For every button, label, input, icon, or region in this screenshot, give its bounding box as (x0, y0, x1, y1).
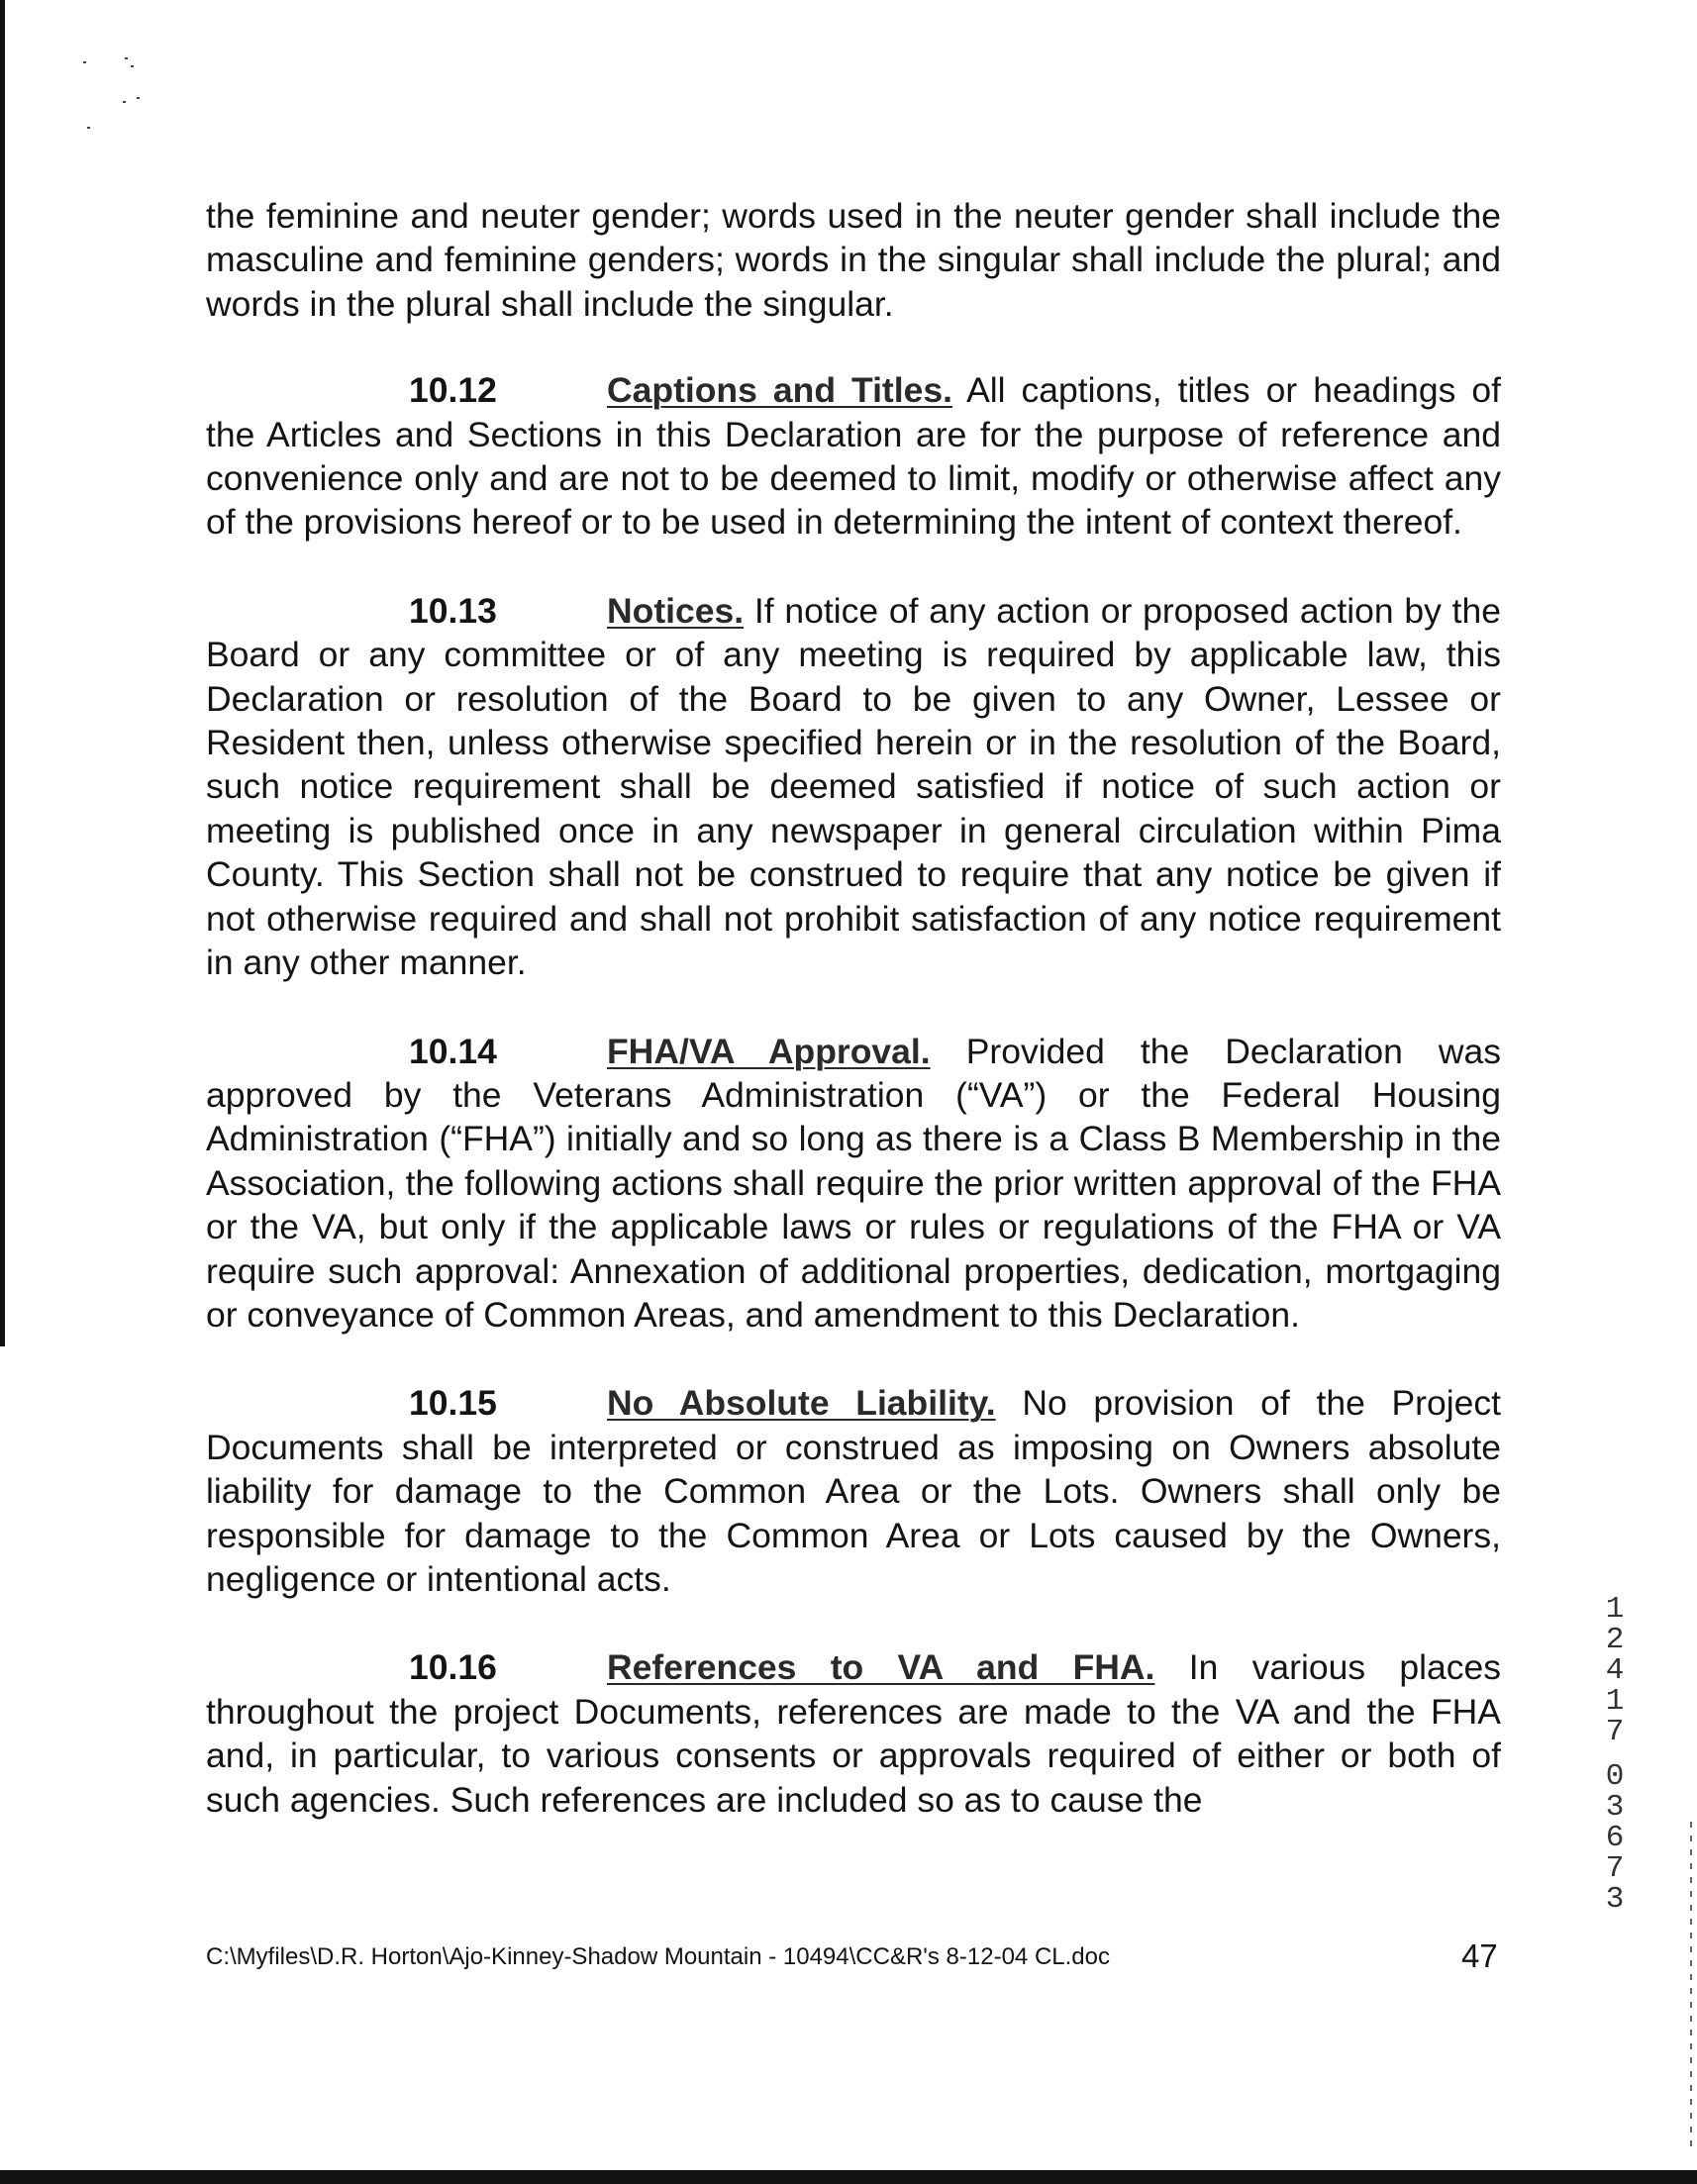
section-title: References to VA and FHA. (607, 1647, 1155, 1688)
stamp-digit: 0 (1605, 1759, 1625, 1794)
section-text: In various places throughout the project Documents, references are made to the VA and the FHA and, in particular, to various consents or approvals required of either or both of such agencies. Such references are included so as to cause the (206, 1647, 1501, 1820)
stamp-digit: 1 (1605, 1592, 1625, 1627)
section-number: 10.14 (409, 1031, 497, 1071)
section-text: If notice of any action or proposed action by the Board or any committee or of any meeting is required by applicable law, this Declaration or resolution of the Board to be given to any Owner, Lessee or Resident then, unless otherwise specified herein or in the resolution of the Board, such notice requirement shall be deemed satisfied if notice of such action or meeting is published once in any newspaper in general circulation within Pima County. This Section shall not be construed to require that any notice be given if not otherwise required and shall not prohibit satisfaction of any notice requirement in any other manner. (206, 590, 1502, 983)
section-text: All captions, titles or headings of the Articles and Sections in this Declaration are for the purpose of reference and convenience only and are not to be deemed to limit, modify or otherwise affect any of the provisions hereof or to be used in determining the intent of context thereof. (206, 370, 1501, 543)
stamp-digit: 2 (1605, 1623, 1625, 1657)
section-text: No provision of the Project Documents shall be interpreted or construed as imposing on Owners absolute liability for damage to the Common Area or the Lots. Owners shall only be responsible for damage to the Common Area or Lots caused by the Owners, negligence or intentional acts. (206, 1383, 1501, 1599)
stamp-digit: 4 (1605, 1653, 1625, 1688)
scan-edge-left (0, 0, 5, 1346)
section-10-12 (206, 368, 1501, 545)
scan-speck (83, 61, 86, 63)
scan-edge-right (1690, 1822, 1692, 2148)
section-10-15 (206, 1381, 1501, 1601)
document-body (206, 194, 1501, 1866)
stamp-digit: 7 (1605, 1715, 1625, 1749)
section-number: 10.15 (409, 1383, 497, 1424)
scan-edge-bottom (0, 2170, 1697, 2184)
stamp-digit: 6 (1605, 1821, 1625, 1855)
section-text: Provided the Declaration was approved by the Veterans Administration (“VA”) or the Federal Housing Administration (“FHA”) initially and so long as there is a Class B Membership in the Association, the following actions shall require the prior written approval of the FHA or the VA, but only if the applicable laws or rules or regulations of the FHA or VA require such approval: Annexation of additional properties, dedication, mortgaging or conveyance of Common Areas, and amendment to this Declaration. (206, 1031, 1501, 1335)
opening-paragraph: the feminine and neuter gender; words used in the neuter gender shall include the masculine and feminine genders; words in the singular shall include the plural; and words in the plural shall include the singular. (206, 196, 1501, 324)
section-number: 10.16 (409, 1647, 497, 1688)
footer-file-path: C:\Myfiles\D.R. Horton\Ajo-Kinney-Shadow Mountain - 10494\CC&R's 8-12-04 CL.doc (206, 1943, 1110, 1970)
scan-speck (123, 101, 126, 103)
stamp-digit: 3 (1605, 1882, 1625, 1917)
stamp-digit: 1 (1605, 1684, 1625, 1719)
scan-speck (87, 127, 90, 129)
section-10-16 (206, 1645, 1501, 1822)
section-10-13 (206, 589, 1501, 985)
stamp-digit: 7 (1605, 1851, 1625, 1886)
section-number: 10.12 (409, 370, 497, 411)
section-title: FHA/VA Approval. (607, 1031, 931, 1071)
section-number: 10.13 (409, 590, 497, 631)
recording-stamp (1602, 1594, 1628, 1915)
scan-speck (131, 65, 134, 67)
section-title: No Absolute Liability. (607, 1383, 996, 1424)
section-10-14 (206, 1030, 1501, 1338)
section-title: Notices. (607, 590, 745, 631)
scan-speck (125, 57, 128, 59)
page-number: 47 (1461, 1937, 1498, 1974)
scan-speck (137, 97, 140, 99)
stamp-digit: 3 (1605, 1790, 1625, 1825)
section-title: Captions and Titles. (607, 370, 952, 411)
